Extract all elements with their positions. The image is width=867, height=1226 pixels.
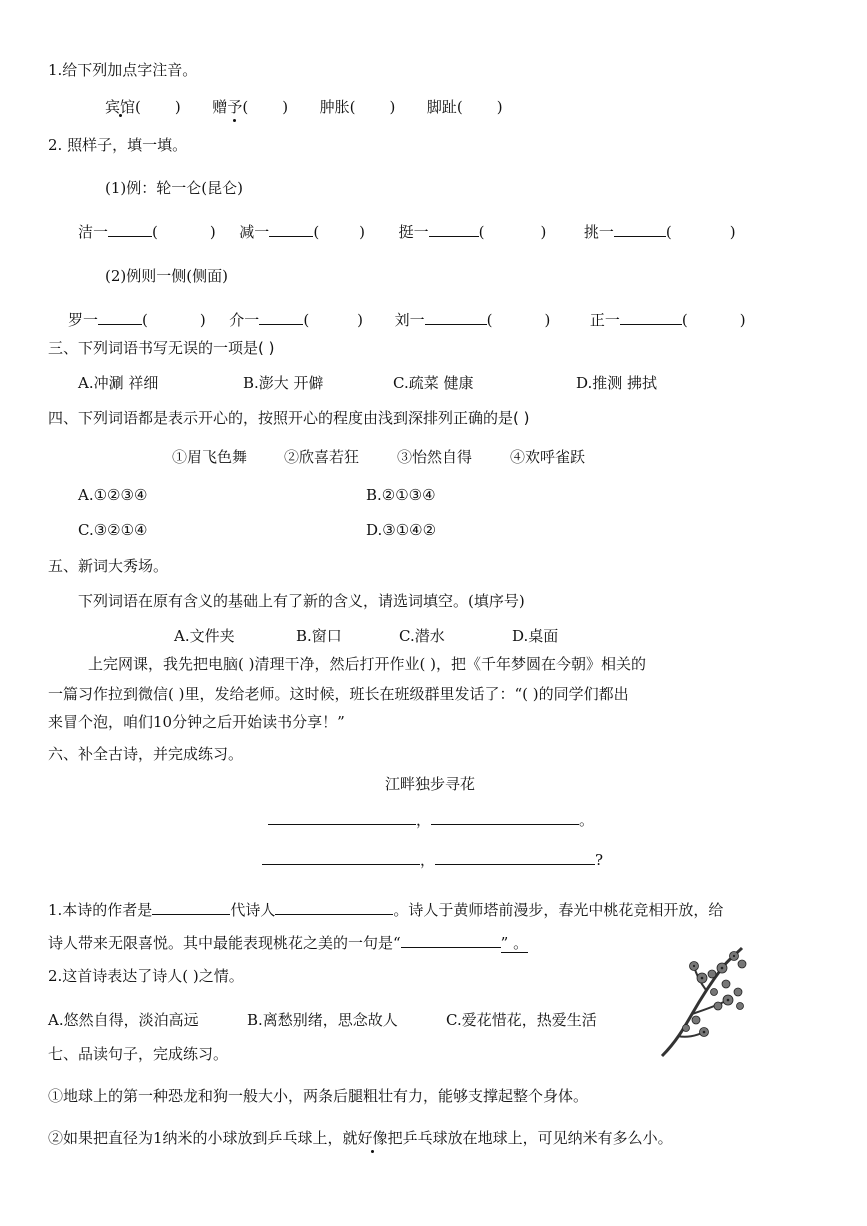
q5-paragraph-line-3: 来冒个泡，咱们10分钟之后开始读书分享！” — [48, 713, 345, 731]
q7-sentence-1: ①地球上的第一种恐龙和狗一般大小，两条后腿粗壮有力，能够支撑起整个身体。 — [48, 1087, 589, 1105]
answer-blank[interactable] — [614, 222, 666, 237]
q6-sub-1-line-1: 1.本诗的作者是 代诗人 。诗人于黄师塔前漫步，春光中桃花竞相开放，给 — [48, 901, 724, 919]
question-3-title: 三、下列词语书写无误的一项是( ) — [48, 339, 275, 357]
pinyin-item-2: 赠予( ) — [212, 98, 289, 116]
poem-blank[interactable] — [435, 850, 595, 865]
q4-word-2: ②欣喜若狂 — [284, 448, 360, 466]
question-1-title: 1.给下列加点字注音。 — [48, 61, 198, 79]
q4-option-a[interactable]: A.①②③④ — [78, 486, 148, 504]
dynasty-blank[interactable] — [275, 900, 393, 915]
question-1-items — [105, 97, 503, 117]
answer-blank[interactable] — [98, 310, 142, 325]
q7-sentence-2: ②如果把直径为1纳米的小球放到乒乓球上，就好像把乒乓球放在地球上，可见纳米有多么小。 — [48, 1129, 673, 1147]
answer-blank[interactable] — [425, 310, 487, 325]
question-2-example-2: (2)例则一侧(侧面) — [105, 267, 228, 285]
q6-sub-2-option-b[interactable]: B.离愁别绪，思念故人 — [247, 1011, 398, 1029]
question-2-title: 2. 照样子，填一填。 — [48, 136, 188, 154]
q6-sub-2-option-c[interactable]: C.爱花惜花，热爱生活 — [446, 1011, 597, 1029]
answer-blank[interactable] — [429, 222, 479, 237]
answer-blank[interactable] — [620, 310, 682, 325]
question-2-example-1: (1)例：轮一仑(昆仑) — [105, 179, 243, 197]
question-6-title: 六、补全古诗，并完成练习。 — [48, 745, 244, 763]
q5-option-b: B.窗口 — [296, 627, 342, 645]
poem-line-2: ， ? — [262, 850, 603, 870]
pinyin-item-3: 肿胀( ) — [319, 98, 396, 116]
pinyin-item-1: 宾馆( ) — [105, 98, 181, 116]
q6-sub-2-option-a[interactable]: A.悠然自得，淡泊高远 — [48, 1011, 199, 1029]
q5-instruction: 下列词语在原有含义的基础上有了新的含义，请选词填空。(填序号) — [78, 592, 525, 610]
q5-paragraph-line-1: 上完网课，我先把电脑( )清理干净，然后打开作业( )，把《千年梦圆在今朝》相关的 — [88, 655, 646, 673]
q4-option-b[interactable]: B.②①③④ — [366, 486, 436, 504]
poem-blank[interactable] — [262, 850, 420, 865]
question-4-title: 四、下列词语都是表示开心的，按照开心的程度由浅到深排列正确的是( ) — [48, 409, 530, 427]
dotted-word: 好像 — [357, 1129, 388, 1147]
q4-option-c[interactable]: C.③②①④ — [78, 521, 148, 539]
q4-word-1: ①眉飞色舞 — [172, 448, 248, 466]
pinyin-item-4: 脚趾( ) — [426, 98, 503, 116]
answer-blank[interactable] — [269, 222, 313, 237]
q4-word-3: ③怡然自得 — [397, 448, 473, 466]
q4-word-4: ④欢呼雀跃 — [510, 448, 586, 466]
q5-option-c: C.潜水 — [399, 627, 445, 645]
poem-blank[interactable] — [431, 810, 579, 825]
q5-paragraph-line-2: 一篇习作拉到微信( )里，发给老师。这时候，班长在班级群里发话了：“( )的同学们都出 — [48, 685, 629, 703]
q6-sub-2: 2.这首诗表达了诗人( )之情。 — [48, 967, 244, 985]
question-7-title: 七、品读句子，完成练习。 — [48, 1045, 229, 1063]
dotted-char: 予 — [227, 98, 243, 116]
q5-option-d: D.桌面 — [512, 627, 559, 645]
question-5-title: 五、新词大秀场。 — [48, 557, 169, 575]
q6-sub-1-line-2: 诗人带来无限喜悦。其中最能表现桃花之美的一句是“ ” 。 — [48, 934, 529, 952]
answer-blank[interactable] — [259, 310, 303, 325]
answer-blank[interactable] — [108, 222, 152, 237]
fill-row-2: 罗一 ( ) 介一 ( ) 刘一 ( ) 正一 ( ) — [68, 311, 746, 329]
q3-option-d[interactable]: D.推测 拂拭 — [576, 374, 658, 392]
fill-row-1: 洁一 ( ) 减一 ( ) 挺一 ( ) 挑一 ( ) — [78, 223, 736, 241]
q3-option-c[interactable]: C.疏菜 健康 — [393, 374, 474, 392]
q3-option-a[interactable]: A.冲涮 祥细 — [78, 374, 159, 392]
q3-option-b[interactable]: B.澎大 开僻 — [243, 374, 324, 392]
line-blank[interactable] — [401, 933, 501, 948]
q5-option-a: A.文件夹 — [174, 627, 235, 645]
q4-option-d[interactable]: D.③①④② — [366, 521, 437, 539]
poem-title: 江畔独步寻花 — [385, 775, 476, 793]
author-blank[interactable] — [152, 900, 230, 915]
peach-blossom-branch-illustration — [656, 944, 748, 1060]
poem-line-1: ， 。 — [268, 810, 594, 830]
poem-blank[interactable] — [268, 810, 416, 825]
